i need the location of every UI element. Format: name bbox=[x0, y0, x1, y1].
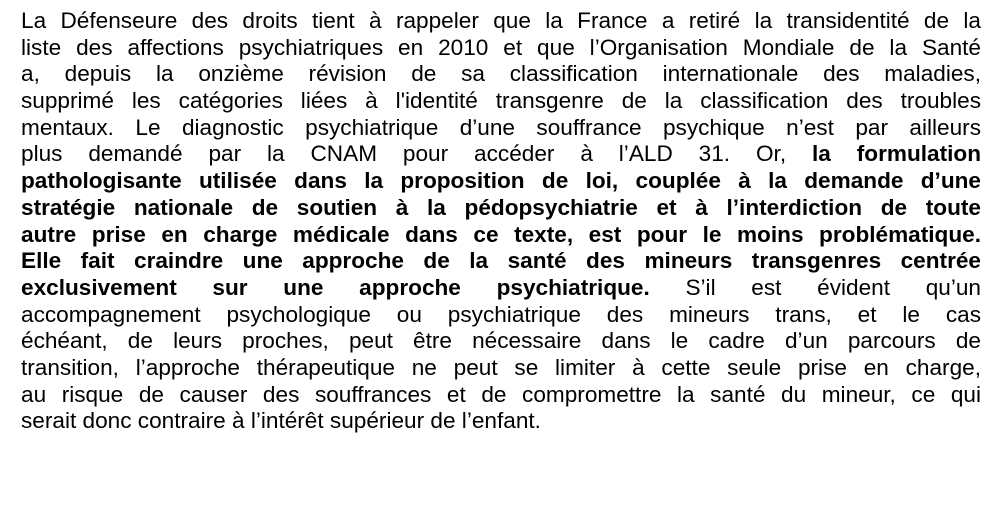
text-line-11 bbox=[21, 275, 981, 302]
text-segment: supprimé les catégories liées à l'identité transgenre de la classification des troubles bbox=[21, 88, 981, 114]
text-segment: échéant, de leurs proches, peut être nécessaire dans le cadre d’un parcours de bbox=[21, 328, 981, 354]
text-line-1 bbox=[21, 8, 981, 35]
text-segment: accompagnement psychologique ou psychiatrique des mineurs trans, et le cas bbox=[21, 301, 981, 327]
text-line-13 bbox=[21, 328, 981, 355]
text-segment: serait donc contraire à l’intérêt supérieur de l’enfant. bbox=[21, 408, 541, 434]
bold-text-segment: Elle fait craindre une approche de la santé des mineurs transgenres centrée bbox=[21, 248, 981, 274]
bold-text-segment: stratégie nationale de soutien à la pédopsychiatrie et à l’interdiction de toute bbox=[21, 194, 981, 220]
text-line-7 bbox=[21, 168, 981, 195]
text-line-6 bbox=[21, 141, 981, 168]
text-line-16 bbox=[21, 408, 981, 435]
text-line-12 bbox=[21, 302, 981, 329]
text-segment: a, depuis la onzième révision de sa classification internationale des maladies, bbox=[21, 61, 981, 87]
text-line-4 bbox=[21, 88, 981, 115]
bold-text-segment: exclusivement sur une approche psychiatrique. bbox=[21, 274, 650, 300]
text-line-8 bbox=[21, 195, 981, 222]
text-line-14 bbox=[21, 355, 981, 382]
bold-text-segment: autre prise en charge médicale dans ce texte, est pour le moins problématique. bbox=[21, 221, 981, 247]
text-line-9 bbox=[21, 222, 981, 249]
text-line-10 bbox=[21, 248, 981, 275]
text-segment: liste des affections psychiatriques en 2010 et que l’Organisation Mondiale de la Santé bbox=[21, 34, 981, 60]
text-line-15 bbox=[21, 382, 981, 409]
text-line-3 bbox=[21, 61, 981, 88]
text-segment: La Défenseure des droits tient à rappeler que la France a retiré la transidentité de la bbox=[21, 8, 981, 33]
text-segment: S’il est évident qu’un bbox=[649, 274, 981, 300]
text-segment: mentaux. Le diagnostic psychiatrique d’une souffrance psychique n’est par ailleurs bbox=[21, 114, 981, 140]
text-line-5 bbox=[21, 115, 981, 142]
text-segment: plus demandé par la CNAM pour accéder à l’ALD 31. Or, bbox=[21, 141, 813, 167]
bold-text-segment: la formulation bbox=[812, 141, 982, 167]
text-segment: transition, l’approche thérapeutique ne peut se limiter à cette seule prise en charge, bbox=[21, 354, 981, 380]
text-line-2 bbox=[21, 35, 981, 62]
document-paragraph bbox=[21, 8, 981, 435]
bold-text-segment: pathologisante utilisée dans la proposition de loi, couplée à la demande d’une bbox=[21, 168, 981, 194]
text-segment: au risque de causer des souffrances et de compromettre la santé du mineur, ce qui bbox=[21, 381, 981, 407]
